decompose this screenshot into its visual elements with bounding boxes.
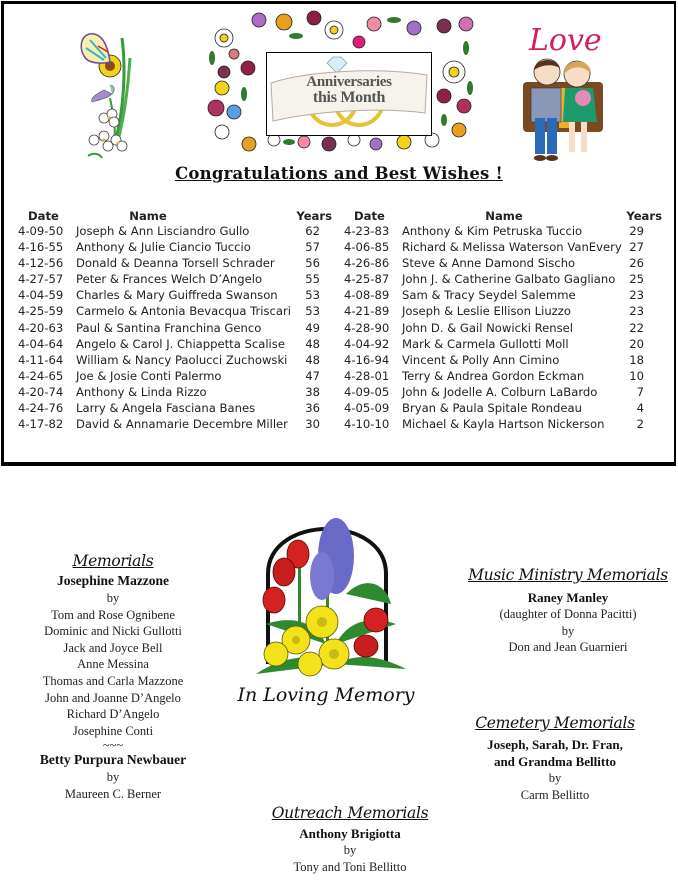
couple-name: Vincent & Polly Ann Cimino	[402, 352, 560, 367]
couple-name: Joseph & Leslie Ellison Liuzzo	[402, 304, 571, 319]
anniversary-date: 4-05-09	[344, 401, 390, 416]
couple-name: Steve & Anne Damond Sischo	[402, 256, 576, 271]
table-row	[18, 400, 336, 416]
anniversaries-box	[1, 1, 676, 466]
column-header-years: Years	[296, 209, 332, 223]
table-row	[344, 287, 664, 303]
anniversary-date: 4-16-94	[344, 352, 390, 367]
table-row	[18, 320, 336, 336]
table-row	[18, 239, 336, 255]
table-row	[344, 352, 664, 368]
years-married: 49	[305, 320, 320, 335]
anniversary-date: 4-06-85	[344, 240, 390, 255]
couple-name: Angelo & Carol J. Chiappetta Scalise	[76, 336, 285, 351]
couple-on-swing-icon	[519, 58, 609, 163]
by-label: by	[548, 771, 562, 785]
donor-name: Tony and Toni Bellitto	[293, 859, 407, 874]
anniversary-date: 4-04-59	[18, 288, 64, 303]
table-row	[18, 255, 336, 271]
table-row	[344, 255, 664, 271]
couple-name: Anthony & Julie Ciancio Tuccio	[76, 240, 251, 255]
honoree-name: Josephine Mazzone	[56, 573, 170, 588]
years-married: 7	[636, 384, 644, 399]
love-couple-illustration	[519, 23, 609, 161]
banner-frame	[266, 52, 432, 136]
years-married: 57	[305, 240, 320, 255]
years-married: 26	[629, 256, 644, 271]
anniversary-date: 4-28-90	[344, 320, 390, 335]
anniversary-date: 4-25-87	[344, 272, 390, 287]
honoree-name: Betty Purpura Newbauer	[39, 752, 187, 768]
table-header	[344, 208, 664, 223]
by-label: by	[106, 770, 120, 785]
couple-name: Anthony & Kim Petruska Tuccio	[402, 224, 583, 238]
table-row	[18, 368, 336, 384]
table-row	[344, 303, 664, 319]
table-row	[18, 416, 336, 432]
donor-name: Thomas and Carla Mazzone	[42, 673, 184, 688]
anniversary-date: 4-24-76	[18, 401, 64, 416]
table-row	[344, 384, 664, 400]
couple-name: Charles & Mary Guiffreda Swanson	[76, 288, 278, 303]
anniversary-date: 4-12-56	[18, 256, 64, 271]
years-married: 2	[636, 417, 644, 432]
years-married: 56	[305, 256, 320, 271]
years-married: 25	[629, 272, 644, 287]
years-married: 47	[305, 368, 320, 383]
donor-name: Tom and Rose Ognibene	[51, 607, 175, 622]
years-married: 53	[305, 288, 320, 303]
table-row	[344, 239, 664, 255]
years-married: 62	[305, 224, 320, 238]
table-row	[344, 223, 664, 239]
banner-title	[267, 75, 431, 105]
congratulations-heading: Congratulations and Best Wishes !	[175, 164, 503, 183]
by-label: by	[343, 843, 357, 857]
years-married: 36	[305, 401, 320, 416]
couple-name: Carmelo & Antonia Bevacqua Triscari	[76, 304, 291, 319]
donor-name: Dominic and Nicki Gullotti	[44, 624, 182, 639]
table-row	[18, 287, 336, 303]
flower-arch-icon	[226, 514, 426, 684]
anniversary-date: 4-04-64	[18, 336, 64, 351]
years-married: 38	[305, 384, 320, 399]
cemetery-memorials-section	[455, 714, 655, 803]
table-row	[18, 271, 336, 287]
couple-name: Richard & Melissa Waterson VanEvery	[402, 240, 622, 255]
couple-name: Joseph & Ann Lisciandro Gullo	[76, 224, 250, 238]
couple-name: Peter & Frances Welch D’Angelo	[76, 272, 263, 287]
by-label: by	[561, 623, 575, 638]
anniversary-date: 4-25-59	[18, 304, 64, 319]
donor-name: Carm Bellitto	[520, 787, 590, 802]
table-row	[18, 223, 336, 239]
memorials-heading: Memorials	[72, 552, 154, 570]
in-loving-memory-text: In Loving Memory	[237, 684, 415, 706]
donor-name: Don and Jean Guarnieri	[508, 640, 628, 655]
table-row	[18, 303, 336, 319]
honoree-note: (daughter of Donna Pacitti)	[499, 607, 637, 621]
couple-name: John J. & Catherine Galbato Gagliano	[402, 272, 616, 287]
years-married: 30	[305, 417, 320, 432]
anniversary-date: 4-28-01	[344, 368, 390, 383]
column-header-name: Name	[129, 209, 167, 223]
years-married: 27	[629, 240, 644, 255]
years-married: 4	[636, 401, 644, 416]
anniversary-date: 4-08-89	[344, 288, 390, 303]
music-ministry-heading: Music Ministry Memorials	[468, 566, 668, 584]
table-header	[18, 208, 336, 223]
years-married: 22	[629, 320, 644, 335]
table-row	[18, 352, 336, 368]
honoree-name: Joseph, Sarah, Dr. Fran,	[487, 737, 623, 752]
music-ministry-memorials-section	[455, 566, 678, 656]
anniversary-date: 4-21-89	[344, 304, 390, 319]
anniversary-date: 4-10-10	[344, 417, 390, 432]
donor-name: Jack and Joyce Bell	[63, 640, 163, 655]
couple-name: Donald & Deanna Torsell Schrader	[76, 256, 275, 271]
table-row	[18, 336, 336, 352]
couple-name: David & Annamarie Decembre Miller	[76, 417, 288, 432]
years-married: 18	[629, 352, 644, 367]
anniversary-date: 4-20-74	[18, 384, 64, 399]
column-header-name: Name	[485, 209, 523, 223]
anniversary-date: 4-09-05	[344, 384, 390, 399]
donor-name: Richard D’Angelo	[66, 707, 160, 722]
in-loving-memory-illustration	[226, 514, 426, 714]
couple-name: Mark & Carmela Gullotti Moll	[402, 336, 569, 351]
memorials-section	[0, 552, 226, 803]
couple-name: Joe & Josie Conti Palermo	[76, 368, 222, 383]
years-married: 53	[305, 304, 320, 319]
years-married: 48	[305, 352, 320, 367]
anniversary-table-right	[344, 208, 664, 432]
by-label: by	[106, 591, 120, 605]
years-married: 10	[629, 368, 644, 383]
anniversary-date: 4-09-50	[18, 224, 64, 238]
couple-name: John D. & Gail Nowicki Rensel	[402, 320, 574, 335]
couple-name: Sam & Tracy Seydel Salemme	[402, 288, 576, 303]
outreach-memorials-section	[250, 804, 450, 875]
anniversary-date: 4-23-83	[344, 224, 390, 238]
table-row	[344, 400, 664, 416]
couple-name: Anthony & Linda Rizzo	[76, 384, 207, 399]
years-married: 48	[305, 336, 320, 351]
anniversary-date: 4-26-86	[344, 256, 390, 271]
years-married: 29	[629, 224, 644, 238]
couple-name: Terry & Andrea Gordon Eckman	[402, 368, 585, 383]
years-married: 20	[629, 336, 644, 351]
couple-name: Paul & Santina Franchina Genco	[76, 320, 262, 335]
banner-title-line2: this Month	[312, 89, 386, 106]
donor-name: Maureen C. Berner	[64, 786, 162, 801]
honoree-name: Raney Manley	[527, 590, 609, 605]
honoree-name: and Grandma Bellitto	[493, 754, 617, 769]
donor-name: John and Joanne D’Angelo	[45, 690, 181, 705]
anniversary-table-left	[18, 208, 336, 432]
separator: ~~~	[102, 738, 124, 753]
column-header-date: Date	[28, 209, 59, 223]
table-row	[344, 416, 664, 432]
honoree-name: Anthony Brigiotta	[299, 826, 401, 841]
outreach-heading: Outreach Memorials	[271, 804, 429, 822]
couple-name: Michael & Kayla Hartson Nickerson	[402, 417, 605, 432]
table-row	[344, 320, 664, 336]
anniversary-date: 4-04-92	[344, 336, 390, 351]
couple-name: Bryan & Paula Spitale Rondeau	[402, 401, 582, 416]
table-row	[344, 271, 664, 287]
couple-name: John & Jodelle A. Colburn LaBardo	[402, 384, 598, 399]
anniversaries-banner	[204, 8, 484, 154]
anniversary-date: 4-16-55	[18, 240, 64, 255]
anniversary-date: 4-24-65	[18, 368, 64, 383]
couple-name: William & Nancy Paolucci Zuchowski	[76, 352, 288, 367]
donor-name: Anne Messina	[77, 657, 149, 672]
anniversary-date: 4-27-57	[18, 272, 64, 287]
couple-name: Larry & Angela Fasciana Banes	[76, 401, 256, 416]
love-word: Love	[529, 23, 602, 58]
years-married: 55	[305, 272, 320, 287]
column-header-date: Date	[354, 209, 385, 223]
anniversary-date: 4-17-82	[18, 417, 64, 432]
banner-title-line1: Anniversaries	[306, 74, 392, 90]
column-header-years: Years	[626, 209, 662, 223]
table-row	[18, 384, 336, 400]
butterfly-flower-illustration	[74, 28, 144, 164]
cemetery-heading: Cemetery Memorials	[475, 714, 635, 732]
table-row	[344, 336, 664, 352]
years-married: 23	[629, 288, 644, 303]
anniversary-date: 4-11-64	[18, 352, 64, 367]
anniversary-date: 4-20-63	[18, 320, 64, 335]
years-married: 23	[629, 304, 644, 319]
table-row	[344, 368, 664, 384]
donor-name: Josephine Conti	[72, 723, 154, 738]
